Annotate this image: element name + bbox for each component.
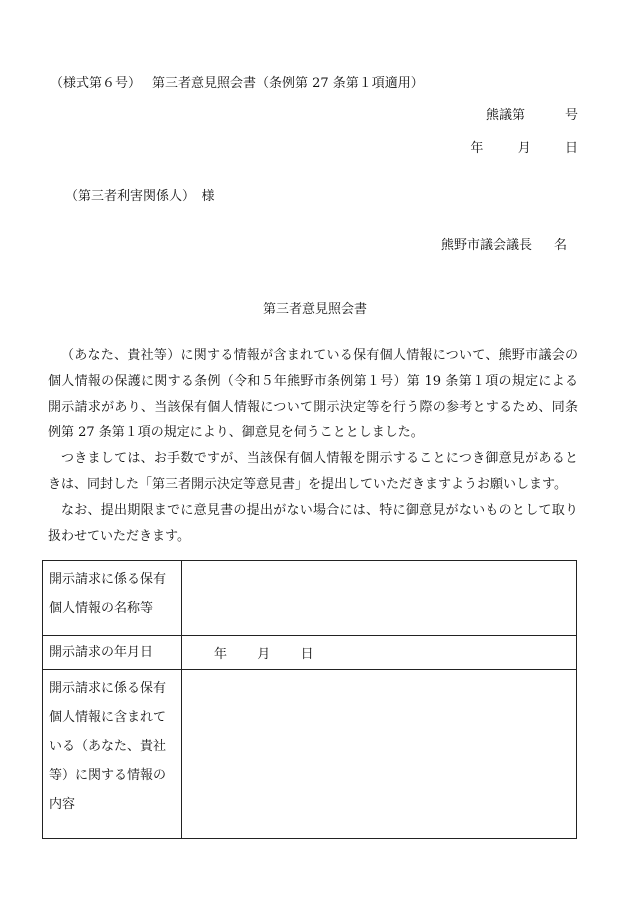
- body-paragraph: つきましては、お手数ですが、当該保有個人情報を開示することにつき御意見があるときは、同封した「第三者開示決定等意見書」を提出していただきますようお願いします。: [48, 451, 578, 492]
- document-number: [486, 104, 578, 123]
- info-content-label: 開示請求に係る保有 個人情報に含まれて いる（あなた、貴社 等）に関する情報の 内容: [43, 670, 182, 839]
- document-number-prefix: 熊議第: [485, 108, 525, 123]
- issue-date: [470, 137, 578, 156]
- request-date-label: 開示請求の年月日: [43, 636, 182, 670]
- document-number-suffix: 号: [564, 108, 578, 123]
- table-row: [43, 561, 577, 636]
- addressee: （第三者利害関係人） 様: [65, 189, 215, 204]
- body-paragraph: （あなた、貴社等）に関する情報が含まれている保有個人情報について、熊野市議会の個人情報の保護に関する条例（令和５年熊野市条例第１号）第 19 条第１項の規定による開示請求があり、当該保有個人情報について開示決定等を行う際の参考とするため、同条例第 27 条第１項の規定により、御意見を伺うこととしました。: [48, 348, 578, 441]
- body-text: [48, 343, 578, 549]
- table-row: [43, 636, 577, 670]
- request-info-table: [42, 560, 577, 839]
- body-paragraph: なお、提出期限までに意見書の提出がない場合には、特に御意見がないものとして取り扱わせていただきます。: [48, 502, 578, 544]
- table-row: [43, 670, 577, 839]
- request-date-value[interactable]: 年 月 日: [182, 636, 577, 670]
- sender-suffix: 名: [553, 238, 567, 253]
- issue-date-month: 月: [517, 141, 531, 156]
- sender-name: 熊野市議会議長: [440, 238, 532, 253]
- document-heading: 第三者意見照会書: [262, 302, 367, 317]
- info-name-label: 開示請求に係る保有 個人情報の名称等: [43, 561, 182, 636]
- info-name-value[interactable]: [182, 561, 577, 636]
- form-title: 第三者意見照会書（条例第 27 条第１項適用）: [152, 76, 424, 91]
- issue-date-day: 日: [564, 141, 578, 156]
- info-content-value[interactable]: [182, 670, 577, 839]
- form-number: （様式第６号）: [50, 76, 142, 91]
- issue-date-year: 年: [470, 141, 484, 156]
- sender: [441, 234, 567, 253]
